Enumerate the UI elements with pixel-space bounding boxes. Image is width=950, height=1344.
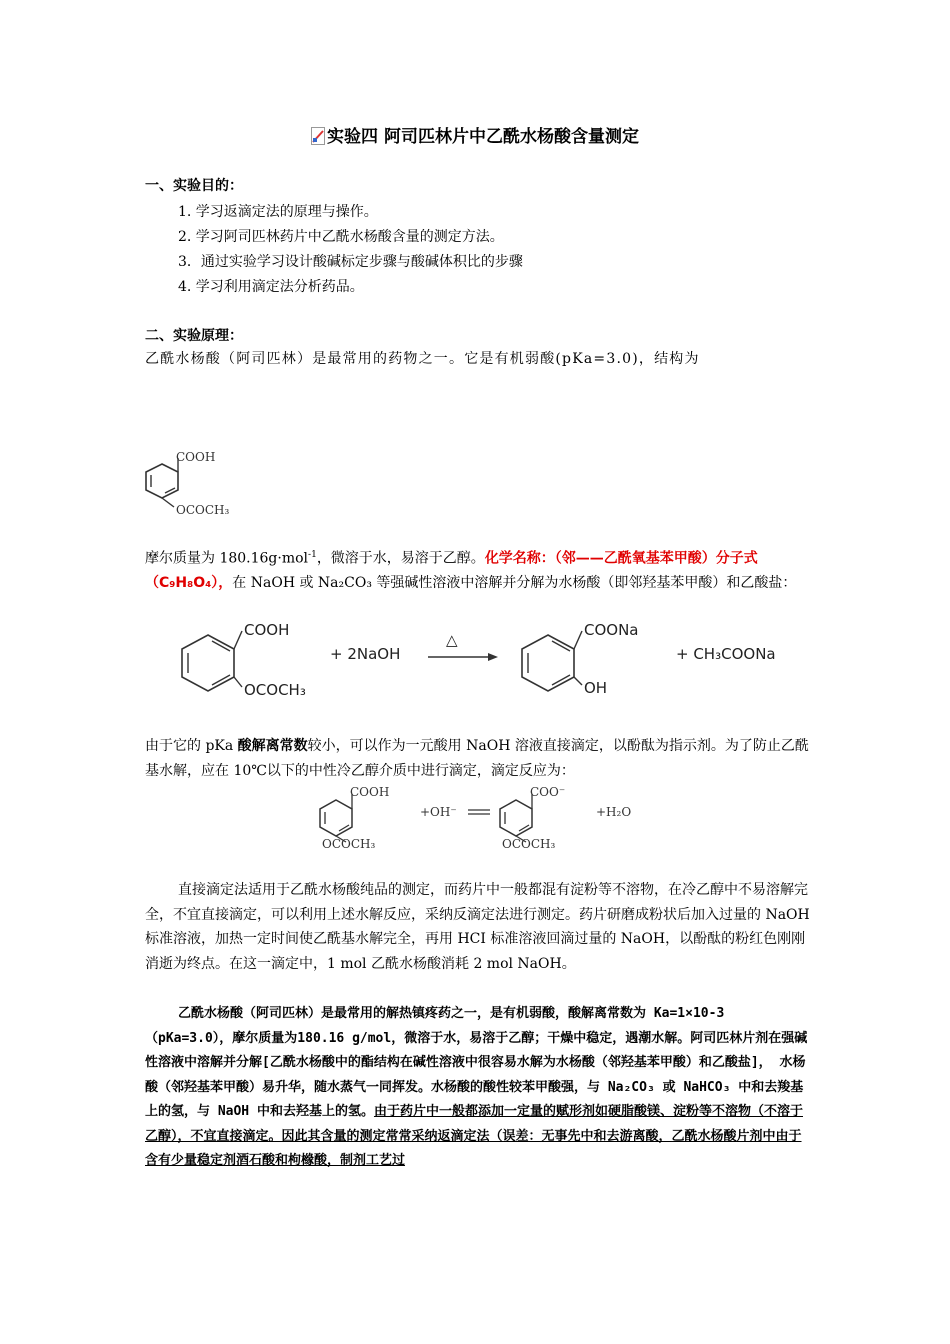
objective-item: 3．通过实验学习设计酸碱标定步骤与酸碱体积比的步骤 — [178, 254, 523, 270]
section1-heading: 一、实验目的： — [145, 178, 243, 194]
svg-text:OCOCH₃: OCOCH₃ — [244, 681, 306, 699]
direct-titration-paragraph: 由于它的 pKa 酸解离常数较小，可以作为一元酸用 NaOH 溶液直接滴定，以酚酞为指示剂。为了防止乙酰基水解，应在 10℃以下的中性冷乙醇介质中进行滴定，滴定反应为： — [145, 738, 809, 779]
svg-text:+ CH₃COONa: + CH₃COONa — [676, 645, 776, 663]
objective-item: 1. 学习返滴定法的原理与操作。 — [178, 204, 378, 220]
svg-text:COOH: COOH — [244, 621, 290, 639]
section2-heading: 二、实验原理： — [145, 328, 243, 344]
chemical-name-highlight: 化学名称：（邻——乙酰氧基苯甲酸）分子式（C₉H₈O₄）， — [145, 550, 758, 592]
underlined-text: 由于药片中一般都添加一定量的赋形剂如硬脂酸镁、淀粉等不溶物（不溶于乙醇），不宜直接滴定。因此其含量的测定常常采纳返滴定法（误差：无事先中和去游离酸，乙酰水杨酸片剂中由于含有少量稳定剂酒石酸和枸橼酸，制剂工艺过 — [145, 1104, 803, 1168]
aspirin-detail-paragraph: 乙酰水杨酸（阿司匹林）是最常用的解热镇疼药之一，是有机弱酸，酸解离常数为 Ka=1×10-3（pKa=3.0），摩尔质量为180.16 g/mol，微溶于水，易溶于乙醇；干燥中稳定，遇潮水解。阿司匹林片剂在强碱性溶液中溶解并分解[乙酰水杨酸中的酯结构在碱性溶液中很容易水解为水杨酸（邻羟基苯甲酸）和乙酸盐]， 水杨酸（邻羟基苯甲酸）易升华，随水蒸气一同挥发。水杨酸的酸性较苯甲酸强，与 Na₂CO₃ 或 NaHCO₃ 中和去羧基上的氢，与 NaOH 中和去羟基上的氢。由于药片中一般都添加一定量的赋形剂如硬脂酸镁、淀粉等不溶物（不溶于乙醇），不宜直接滴定。因此其含量的测定常常采纳返滴定法（误差：无事先中和去游离酸，乙酰水杨酸片剂中由于含有少量稳定剂酒石酸和枸橼酸，制剂工艺过 — [145, 1006, 808, 1168]
ococh3-label: OCOCH₃ — [176, 503, 230, 517]
svg-text:+OH⁻: +OH⁻ — [420, 805, 457, 819]
title-text: 实验四 阿司匹林片中乙酰水杨酸含量测定 — [327, 127, 639, 147]
cooh-label: COOH — [176, 450, 216, 464]
svg-text:△: △ — [446, 631, 458, 649]
molar-mass-paragraph: 摩尔质量为 180.16g·mol$^{-1}$，微溶于水，易溶于乙醇。化学名称：（邻——乙酰氧基苯甲酸）分子式（C₉H₈O₄），在 NaOH 或 Na₂CO₃ 等强碱性溶液中溶解并分解为水杨酸（即邻羟基苯甲酸）和乙酸盐： — [145, 550, 797, 592]
svg-text:OH: OH — [584, 679, 608, 697]
svg-text:COONa: COONa — [584, 621, 639, 639]
svg-text:COO⁻: COO⁻ — [530, 785, 566, 799]
objective-item: 4. 学习利用滴定法分析药品。 — [178, 279, 364, 295]
broken-image-icon — [311, 127, 325, 145]
svg-text:COOH: COOH — [350, 785, 390, 799]
svg-text:OCOCH₃: OCOCH₃ — [322, 837, 376, 851]
titration-reaction — [310, 782, 650, 854]
svg-text:+H₂O: +H₂O — [596, 805, 632, 819]
hydrolysis-reaction — [140, 615, 820, 705]
principle-intro: 乙酰水杨酸（阿司匹林）是最常用的药物之一。它是有机弱酸(pKa=3.0)，结构为 — [145, 351, 700, 367]
svg-text:+ 2NaOH: + 2NaOH — [330, 645, 401, 663]
back-titration-paragraph: 直接滴定法适用于乙酰水杨酸纯品的测定，而药片中一般都混有淀粉等不溶物，在冷乙醇中不易溶解完全，不宜直接滴定，可以利用上述水解反应，采纳反滴定法进行测定。药片研磨成粉状后加入过量的 NaOH 标准溶液，加热一定时间使乙酰基水解完全，再用 HCI 标准溶液回滴过量的 NaOH，以酚酞的粉红色刚刚消逝为终点。在这一滴定中，1 mol 乙酰水杨酸消耗 2 mol NaOH。 — [145, 882, 810, 972]
aspirin-structure — [140, 444, 240, 522]
svg-text:OCOCH₃: OCOCH₃ — [502, 837, 556, 851]
page-title — [0, 126, 950, 148]
objective-item: 2. 学习阿司匹林药片中乙酰水杨酸含量的测定方法。 — [178, 229, 504, 245]
